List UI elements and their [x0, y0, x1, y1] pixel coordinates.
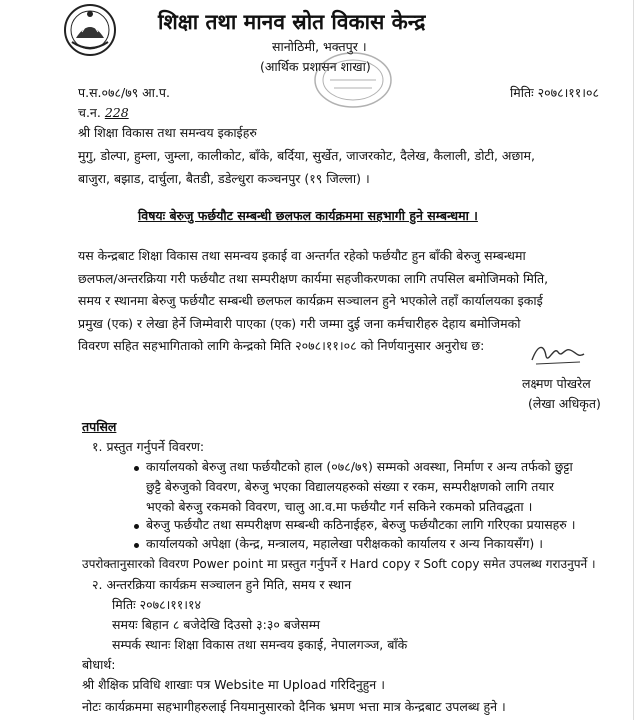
- patra-sankhya: प.स.०७८/७९ आ.प.: [78, 85, 171, 100]
- bodharth-heading: बोधार्थ:: [82, 657, 116, 672]
- powerpoint-note: उपरोक्तानुसारको विवरण Power point मा प्रस्तुत गर्नुपर्ने र Hard copy र Soft copy समेत उपलब्ध गराउनुपर्ने ।: [82, 557, 596, 571]
- program-venue: सम्पर्क स्थानः शिक्षा विकास तथा समन्वय इकाई, नेपालगञ्ज, बाँके: [112, 637, 408, 652]
- signature-icon: [528, 338, 588, 368]
- bullet-1-line-3: भएको बेरुजु रकमको विवरण, चालु आ.व.मा फर्छयौट गर्न सकिने रकमको प्रतिवद्धता ।: [146, 499, 533, 514]
- recipient-line-1: श्री शिक्षा विकास तथा समन्वय इकाईहरु: [78, 125, 257, 140]
- nepal-emblem-icon: [62, 2, 118, 58]
- body-line-5: विवरण सहित सहभागिताको लागि केन्द्रको मिति २०७८।११।०८ को निर्णयानुसार अनुरोध छ:: [78, 338, 485, 353]
- chalani-number: 228: [104, 105, 129, 120]
- program-time: समयः बिहान ८ बजेदेखि दिउसो ३:३० बजेसम्म: [112, 617, 320, 632]
- tapasil-heading: तपसिल: [82, 419, 117, 434]
- bodharth-line: श्री शैक्षिक प्रविधि शाखाः पत्र Website मा Upload गरिदिनुहुन ।: [82, 677, 385, 692]
- tapasil-item-1-title: १. प्रस्तुत गर्नुपर्ने विवरण:: [92, 439, 205, 454]
- body-line-4: प्रमुख (एक) र लेखा हेर्ने जिम्मेवारी पाएका (एक) गरी जम्मा दुई जना कर्मचारीहरु देहाय बमोजिमको: [78, 316, 521, 331]
- recipient-line-2: मुगु, डोल्पा, हुम्ला, जुम्ला, कालीकोट, बाँके, बर्दिया, सुर्खेत, जाजरकोट, दैलेख, कैलाली, डोटी, अछाम,: [78, 148, 535, 163]
- bullet-2-icon: [134, 524, 139, 529]
- body-line-1: यस केन्द्रबाट शिक्षा विकास तथा समन्वय इकाई वा अन्तर्गत रहेको फर्छयौट हुन बाँकी बेरुजु सम्बन्धमा: [78, 248, 526, 263]
- tapasil-item-2-title: २. अन्तरक्रिया कार्यक्रम सञ्चालन हुने मिति, समय र स्थान: [92, 577, 352, 592]
- bullet-3-text: कार्यालयको अपेक्षा (केन्द्र, मन्त्रालय, महालेखा परीक्षकको कार्यालय र अन्य निकायसँग) ।: [146, 536, 543, 551]
- bullet-3-icon: [134, 543, 139, 548]
- program-date: मितिः २०७८।११।१४: [112, 597, 202, 612]
- footer-note: नोटः कार्यक्रममा सहभागीहरुलाई नियमानुसारको दैनिक भ्रमण भत्ता मात्र केन्द्रबाट उपलब्ध हुने ।: [82, 699, 506, 714]
- office-stamp-icon: [312, 50, 394, 110]
- letter-date: मितिः २०७८।११।०८: [510, 85, 600, 100]
- office-location: सानोठिमी, भक्तपुर ।: [272, 39, 367, 54]
- signatory-designation: (लेखा अधिकृत): [528, 396, 601, 411]
- recipient-line-3: बाजुरा, बझाड, दार्चुला, बैतडी, डडेल्धुरा कञ्चनपुर (१९ जिल्ला) ।: [78, 171, 370, 186]
- chalani-number-label: च.न. 228: [78, 105, 129, 120]
- bullet-2-text: बेरुजु फर्छयौट तथा सम्परीक्षण सम्बन्धी कठिनाईहरु, बेरुजु फर्छयौटका लागि गरिएका प्रयासहरु ।: [146, 517, 576, 532]
- signatory-name: लक्ष्मण पोखरेल: [522, 376, 591, 391]
- branch-name: (आर्थिक प्रशासन शाखा): [260, 59, 371, 74]
- bullet-1-line-1: कार्यालयको बेरुजु तथा फर्छयौटको हाल (०७८/७९) सम्मको अवस्था, निर्माण र अन्य तर्फको छुट्टा: [146, 459, 573, 474]
- body-line-2: छलफल/अन्तरक्रिया गरी फर्छयौट तथा सम्परीक्षण कार्यमा सहजीकरणका लागि तपसिल बमोजिमको मिति,: [78, 271, 549, 286]
- bullet-1-icon: [134, 466, 139, 471]
- letter-subject: विषयः बेरुजु फर्छयौट सम्बन्धी छलफल कार्यक्रममा सहभागी हुने सम्बन्धमा ।: [138, 208, 478, 223]
- body-line-3: समय र स्थानमा बेरुजु फर्छयौट सम्बन्धी छलफल कार्यक्रम सञ्चालन हुने भएकोले तहाँ कार्यालयका इकाई: [78, 293, 543, 308]
- bullet-1-line-2: छुट्टै बेरुजुको विवरण, बेरुजु भएका विद्यालयहरुको संख्या र रकम, सम्परीक्षणको लागि तयार: [146, 479, 554, 494]
- office-name-title: शिक्षा तथा मानव स्रोत विकास केन्द्र: [158, 10, 426, 34]
